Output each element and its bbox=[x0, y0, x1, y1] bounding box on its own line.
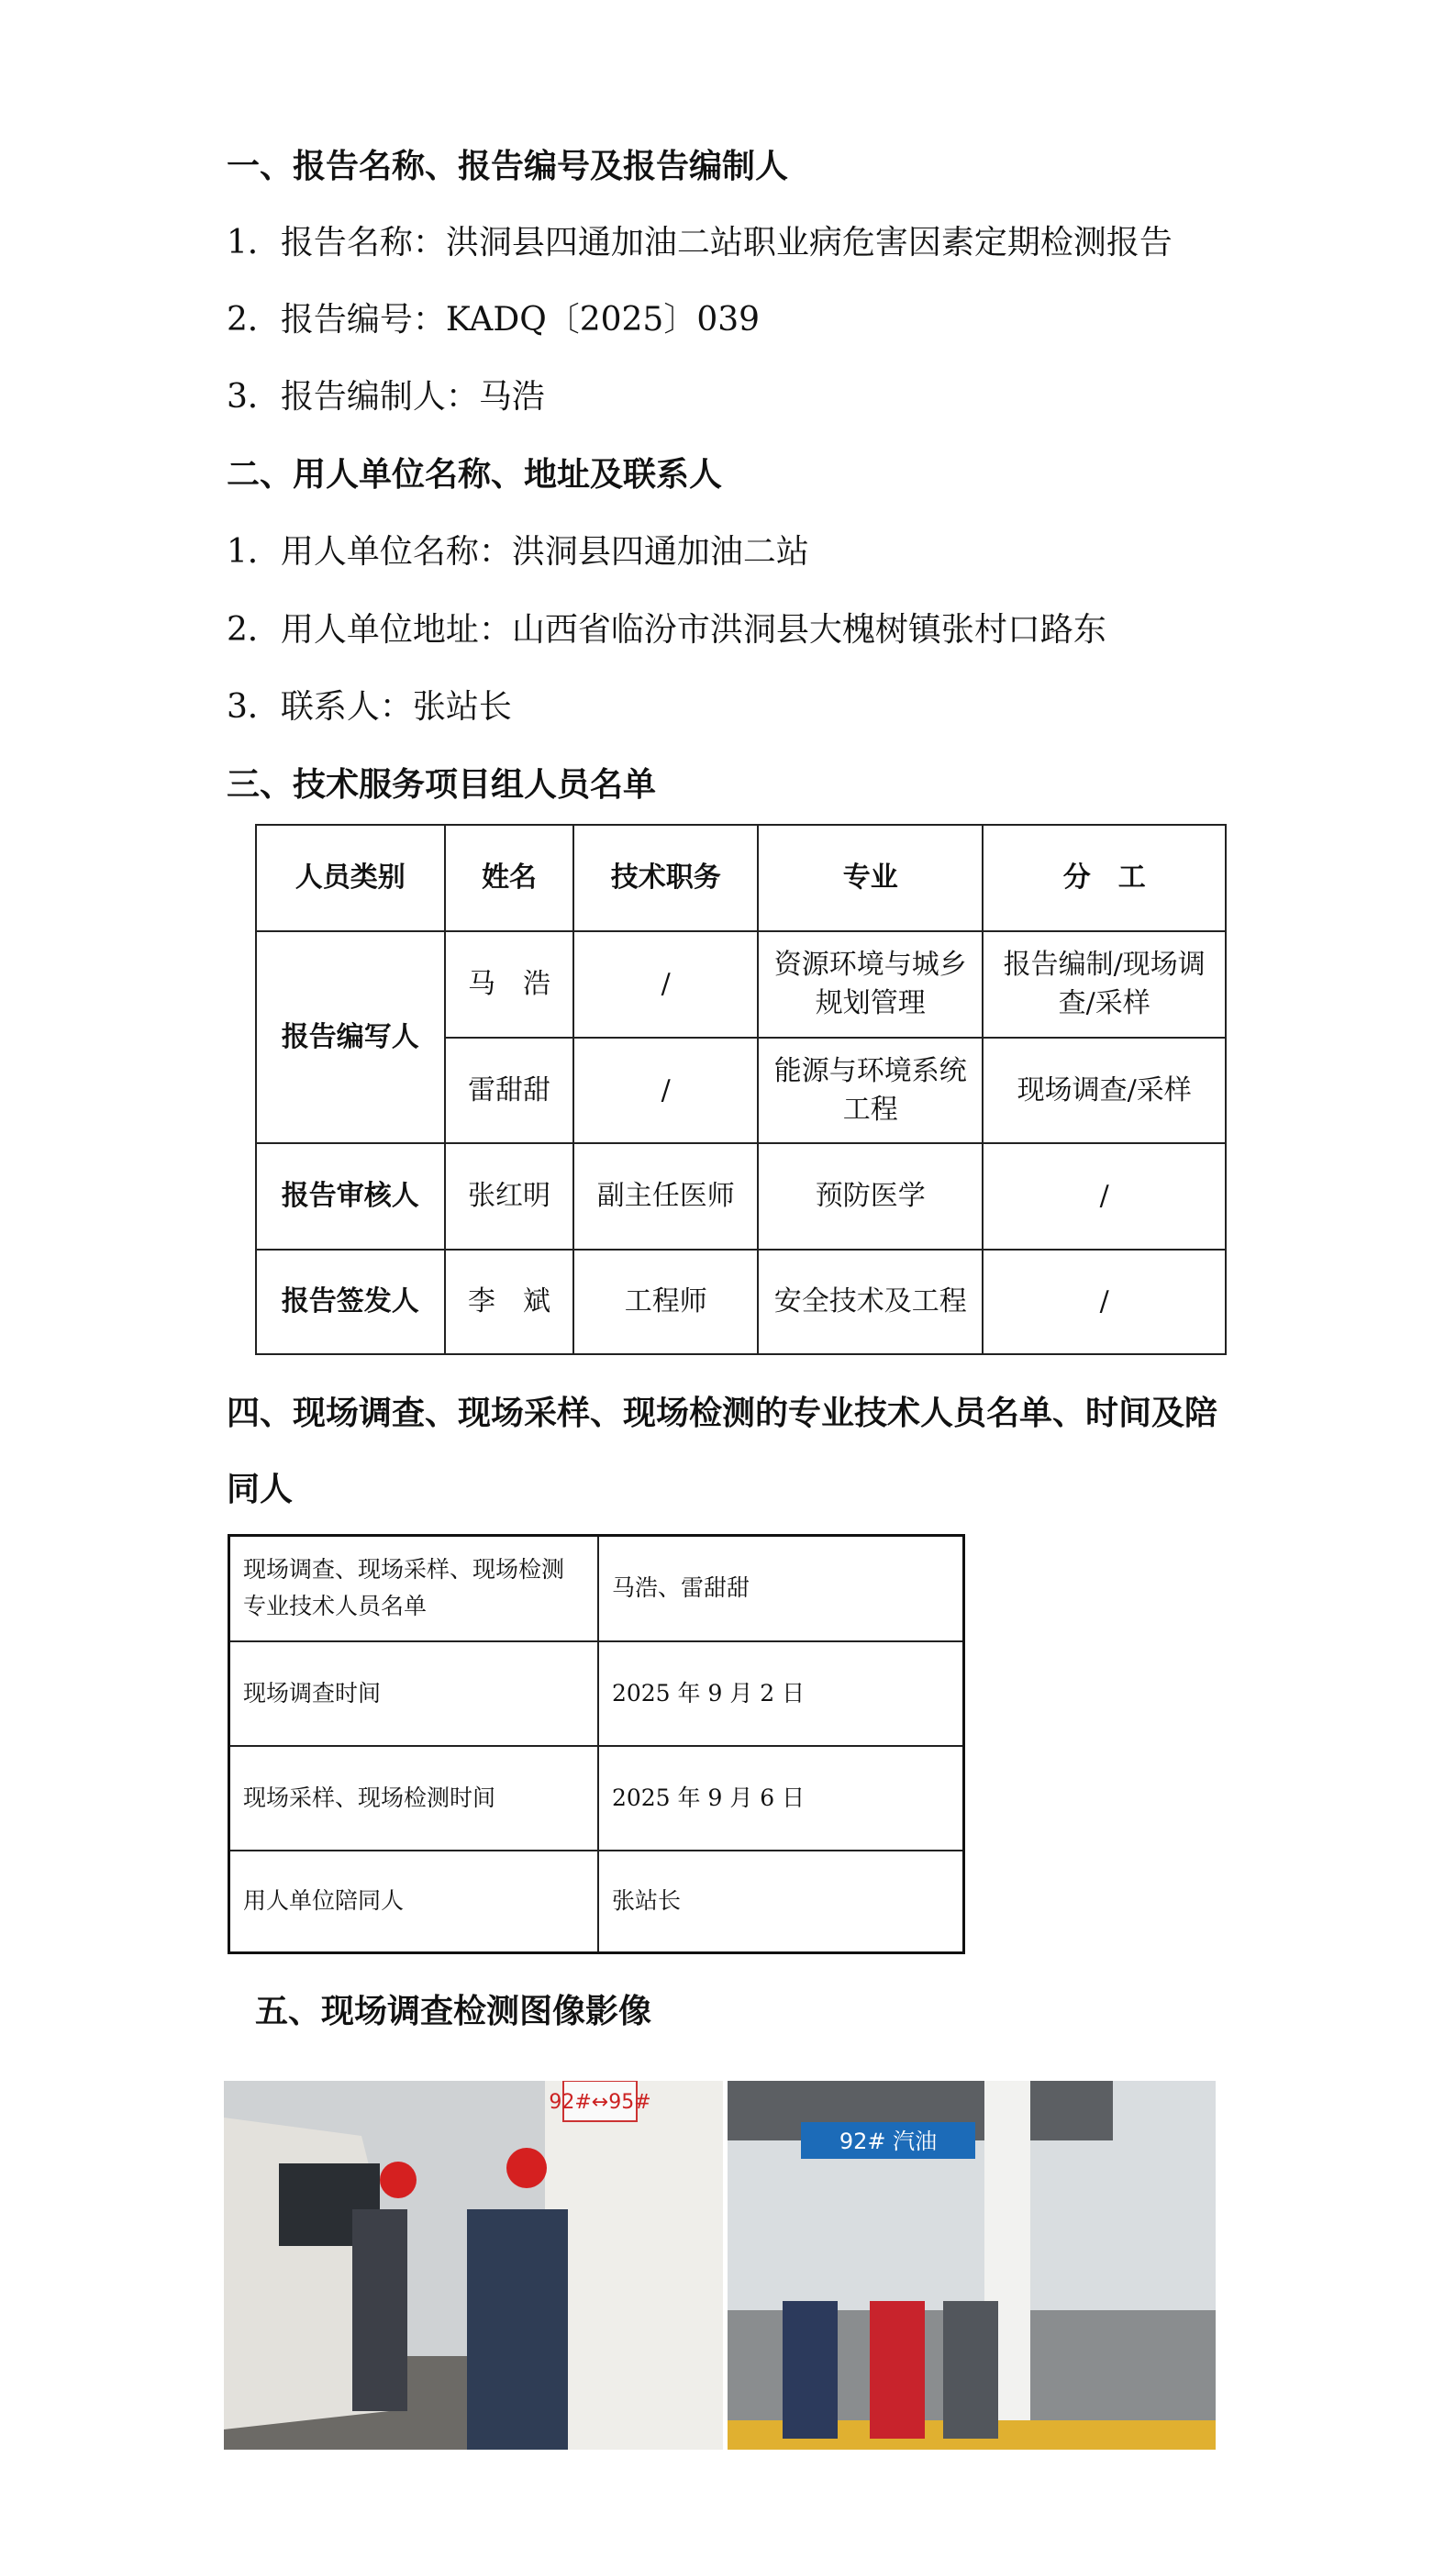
table-row bbox=[256, 931, 1226, 1038]
pump-sign: 92#↔95# bbox=[549, 2091, 651, 2114]
report-number: 2．报告编号：KADQ〔2025〕039 bbox=[227, 301, 761, 339]
cell-role: / bbox=[983, 1143, 1226, 1250]
header-category: 人员类别 bbox=[256, 825, 445, 931]
cell-role: 现场调查/采样 bbox=[983, 1038, 1226, 1143]
cell-title: / bbox=[573, 931, 758, 1038]
project-team-table bbox=[255, 824, 1227, 1355]
table-row bbox=[229, 1746, 964, 1851]
cell-label: 现场调查时间 bbox=[229, 1641, 598, 1746]
section1-heading: 一、报告名称、报告编号及报告编制人 bbox=[227, 147, 789, 185]
section4-heading-line2: 同人 bbox=[227, 1470, 294, 1508]
cell-name: 马 浩 bbox=[445, 931, 574, 1038]
report-name: 1．报告名称：洪洞县四通加油二站职业病危害因素定期检测报告 bbox=[227, 224, 1173, 261]
cell-title: 工程师 bbox=[573, 1250, 758, 1354]
cell-value: 2025 年 9 月 6 日 bbox=[598, 1746, 964, 1851]
cell-label: 现场采样、现场检测时间 bbox=[229, 1746, 598, 1851]
canopy-sign: 92# 汽油 bbox=[839, 2129, 938, 2154]
employer-address: 2．用人单位地址：山西省临汾市洪洞县大槐树镇张村口路东 bbox=[227, 611, 1106, 649]
cell-value: 2025 年 9 月 2 日 bbox=[598, 1641, 964, 1746]
header-title: 技术职务 bbox=[573, 825, 758, 931]
cell-title: / bbox=[573, 1038, 758, 1143]
table-row bbox=[229, 1641, 964, 1746]
cell-name: 张红明 bbox=[445, 1143, 574, 1250]
section4-heading-line1: 四、现场调查、现场采样、现场检测的专业技术人员名单、时间及陪 bbox=[227, 1394, 1218, 1432]
header-major: 专业 bbox=[758, 825, 983, 931]
cell-label: 用人单位陪同人 bbox=[229, 1851, 598, 1953]
cell-major: 安全技术及工程 bbox=[758, 1250, 983, 1354]
section2-heading: 二、用人单位名称、地址及联系人 bbox=[227, 455, 723, 494]
section3-heading: 三、技术服务项目组人员名单 bbox=[227, 765, 657, 804]
table-row bbox=[256, 1143, 1226, 1250]
cell-major: 预防医学 bbox=[758, 1143, 983, 1250]
cell-name: 雷甜甜 bbox=[445, 1038, 574, 1143]
cell-value: 张站长 bbox=[598, 1851, 964, 1953]
employer-name: 1．用人单位名称：洪洞县四通加油二站 bbox=[227, 533, 809, 571]
cell-major: 能源与环境系统工程 bbox=[758, 1038, 983, 1143]
header-name: 姓名 bbox=[445, 825, 574, 931]
cell-category: 报告审核人 bbox=[256, 1143, 445, 1250]
contact-person: 3．联系人：张站长 bbox=[227, 688, 512, 726]
table-row bbox=[256, 1250, 1226, 1354]
cell-category: 报告编写人 bbox=[256, 931, 445, 1143]
table-row bbox=[229, 1851, 964, 1953]
cell-label: 现场调查、现场采样、现场检测专业技术人员名单 bbox=[229, 1536, 598, 1641]
cell-name: 李 斌 bbox=[445, 1250, 574, 1354]
cell-title: 副主任医师 bbox=[573, 1143, 758, 1250]
site-photo-pump bbox=[224, 2081, 723, 2450]
cell-role: 报告编制/现场调查/采样 bbox=[983, 931, 1226, 1038]
cell-role: / bbox=[983, 1250, 1226, 1354]
table-row bbox=[229, 1536, 964, 1641]
table-header-row bbox=[256, 825, 1226, 931]
field-work-table bbox=[228, 1534, 965, 1954]
header-role: 分 工 bbox=[983, 825, 1226, 931]
report-author: 3．报告编制人：马浩 bbox=[227, 378, 545, 416]
cell-category: 报告签发人 bbox=[256, 1250, 445, 1354]
section5-heading: 五、现场调查检测图像影像 bbox=[255, 1992, 652, 2030]
site-photo-canopy bbox=[728, 2081, 1216, 2450]
cell-major: 资源环境与城乡规划管理 bbox=[758, 931, 983, 1038]
cell-value: 马浩、雷甜甜 bbox=[598, 1536, 964, 1641]
